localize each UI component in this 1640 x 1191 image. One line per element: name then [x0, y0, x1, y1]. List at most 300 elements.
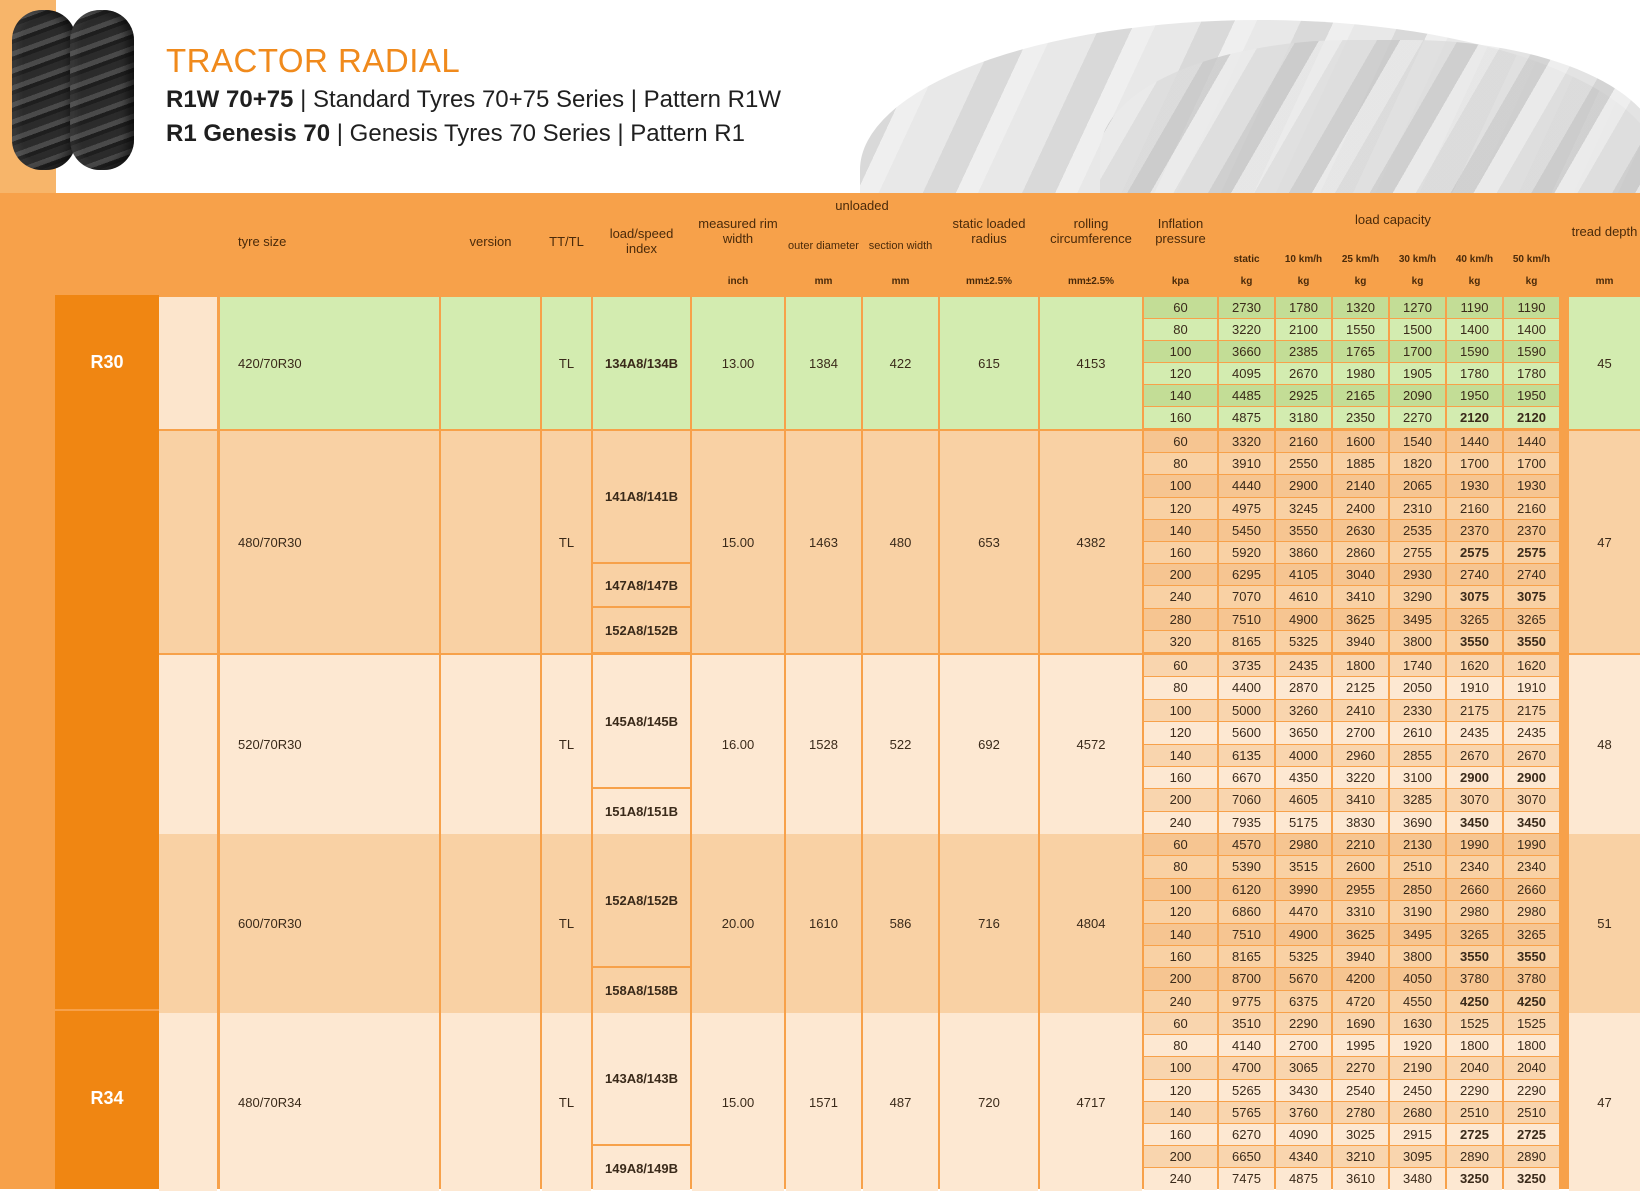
- load-capacity-cell: 2535: [1390, 520, 1445, 541]
- load-capacity-cell: 1400: [1504, 319, 1559, 340]
- tt-tl-cell: TL: [542, 1013, 591, 1191]
- series-line-r1w: [166, 86, 781, 114]
- load-capacity-cell: 2040: [1504, 1057, 1559, 1079]
- load-capacity-cell: 2270: [1390, 407, 1445, 428]
- inflation-pressure-cell: 100: [1144, 341, 1217, 362]
- load-capacity-cell: 2090: [1390, 385, 1445, 406]
- load-speed-index-cell: 152A8/152B: [593, 834, 690, 966]
- load-capacity-cell: 2725: [1447, 1124, 1502, 1145]
- load-capacity-cell: 3800: [1390, 631, 1445, 652]
- inflation-pressure-cell: 100: [1144, 475, 1217, 497]
- load-capacity-cell: 3065: [1276, 1057, 1331, 1079]
- load-capacity-cell: 3265: [1504, 609, 1559, 630]
- load-capacity-cell: 2850: [1390, 879, 1445, 900]
- load-capacity-cell: 1950: [1504, 385, 1559, 406]
- series-name: R1W 70+75: [166, 86, 294, 113]
- load-capacity-cell: 2385: [1276, 341, 1331, 362]
- tt-tl-cell: TL: [542, 431, 591, 653]
- load-capacity-cell: 6295: [1219, 564, 1274, 585]
- load-capacity-cell: 1920: [1390, 1035, 1445, 1056]
- header-tyre-size: tyre size: [220, 193, 439, 291]
- load-capacity-cell: 5000: [1219, 700, 1274, 721]
- load-capacity-cell: 2630: [1333, 520, 1388, 541]
- section-width-cell: 480: [863, 431, 938, 653]
- load-capacity-cell: 4570: [1219, 834, 1274, 855]
- load-capacity-cell: 3265: [1504, 924, 1559, 945]
- load-capacity-cell: 2510: [1504, 1102, 1559, 1123]
- section-width-cell: 522: [863, 655, 938, 834]
- load-capacity-cell: 3625: [1333, 609, 1388, 630]
- rolling-circumference-cell: 4804: [1040, 834, 1142, 1013]
- tread-depth-cell: 47: [1569, 1013, 1640, 1191]
- load-capacity-cell: 3550: [1447, 946, 1502, 967]
- load-capacity-cell: 4605: [1276, 789, 1331, 811]
- load-capacity-cell: 1700: [1390, 341, 1445, 362]
- load-capacity-cell: 9775: [1219, 991, 1274, 1012]
- load-capacity-cell: 2725: [1504, 1124, 1559, 1145]
- load-capacity-cell: 2065: [1390, 475, 1445, 497]
- load-capacity-cell: 2120: [1447, 407, 1502, 428]
- load-capacity-cell: 6135: [1219, 745, 1274, 766]
- load-capacity-cell: 5325: [1276, 946, 1331, 967]
- load-capacity-cell: 2050: [1390, 677, 1445, 699]
- load-capacity-cell: 4470: [1276, 901, 1331, 923]
- load-speed-index-cell: 147A8/147B: [593, 564, 690, 606]
- load-capacity-cell: 1550: [1333, 319, 1388, 340]
- load-capacity-cell: 7935: [1219, 812, 1274, 833]
- load-capacity-cell: 1780: [1504, 363, 1559, 384]
- tyre-row: [0, 655, 1640, 834]
- load-capacity-cell: 1690: [1333, 1013, 1388, 1034]
- unit-section-width: mm: [863, 273, 938, 291]
- load-capacity-cell: 4720: [1333, 991, 1388, 1012]
- load-capacity-cell: 3450: [1504, 812, 1559, 833]
- load-capacity-cell: 1525: [1504, 1013, 1559, 1034]
- outer-diameter-cell: 1384: [786, 297, 861, 429]
- load-capacity-cell: 1620: [1447, 655, 1502, 676]
- load-capacity-cell: 2350: [1333, 407, 1388, 428]
- header-rim-width: measured rim width: [692, 193, 784, 271]
- load-capacity-cell: 2140: [1333, 475, 1388, 497]
- inflation-pressure-cell: 60: [1144, 431, 1217, 452]
- load-capacity-cell: 2890: [1447, 1146, 1502, 1167]
- inflation-pressure-cell: 160: [1144, 407, 1217, 428]
- header-inflation-pressure: Inflation pressure: [1144, 193, 1217, 271]
- load-capacity-cell: 1590: [1447, 341, 1502, 362]
- load-capacity-cell: 2340: [1504, 856, 1559, 878]
- load-capacity-cell: 3245: [1276, 498, 1331, 519]
- load-capacity-cell: 2670: [1447, 745, 1502, 766]
- load-capacity-cell: 3940: [1333, 946, 1388, 967]
- unit-rim-width: inch: [692, 273, 784, 291]
- rim-width-cell: 20.00: [692, 834, 784, 1013]
- load-capacity-cell: 2270: [1333, 1057, 1388, 1079]
- load-capacity-cell: 2190: [1390, 1057, 1445, 1079]
- load-capacity-cell: 2660: [1447, 879, 1502, 900]
- load-capacity-cell: 2700: [1333, 722, 1388, 744]
- static-loaded-radius-cell: 653: [940, 431, 1038, 653]
- unit-inflation-pressure: kpa: [1144, 273, 1217, 291]
- load-capacity-cell: 1630: [1390, 1013, 1445, 1034]
- tyre-size-cell: 420/70R30: [220, 297, 439, 429]
- inflation-pressure-cell: 200: [1144, 789, 1217, 811]
- load-capacity-cell: 3410: [1333, 789, 1388, 811]
- load-capacity-cell: 4875: [1276, 1168, 1331, 1190]
- tread-depth-cell: 51: [1569, 834, 1640, 1013]
- inflation-pressure-cell: 120: [1144, 363, 1217, 384]
- load-capacity-cell: 2175: [1504, 700, 1559, 721]
- load-capacity-cell: 3450: [1447, 812, 1502, 833]
- tread-depth-cell: 45: [1569, 297, 1640, 429]
- inflation-pressure-cell: 80: [1144, 453, 1217, 474]
- inflation-pressure-cell: 200: [1144, 1146, 1217, 1167]
- rim-width-cell: 13.00: [692, 297, 784, 429]
- rim-label: R30: [90, 352, 124, 372]
- load-capacity-cell: 2740: [1447, 564, 1502, 585]
- load-capacity-cell: 2980: [1504, 901, 1559, 923]
- header-outer-diameter: outer diameter: [786, 222, 861, 271]
- inflation-pressure-cell: 140: [1144, 745, 1217, 766]
- load-capacity-cell: 1440: [1447, 431, 1502, 452]
- version-strip: [159, 834, 217, 1013]
- version-cell: [441, 1013, 540, 1191]
- load-capacity-cell: 3410: [1333, 586, 1388, 608]
- tt-tl-cell: TL: [542, 297, 591, 429]
- load-speed-index-cell: 149A8/149B: [593, 1146, 690, 1190]
- load-capacity-cell: 4875: [1219, 407, 1274, 428]
- inflation-pressure-cell: 140: [1144, 924, 1217, 945]
- load-capacity-cell: 1950: [1447, 385, 1502, 406]
- load-capacity-cell: 3830: [1333, 812, 1388, 833]
- load-capacity-cell: 8700: [1219, 968, 1274, 990]
- outer-diameter-cell: 1610: [786, 834, 861, 1013]
- load-capacity-cell: 3780: [1504, 968, 1559, 990]
- load-capacity-cell: 3190: [1390, 901, 1445, 923]
- header-speed-2: 25 km/h: [1333, 249, 1388, 271]
- load-capacity-cell: 2290: [1504, 1080, 1559, 1101]
- inflation-pressure-cell: 200: [1144, 564, 1217, 585]
- load-capacity-cell: 5175: [1276, 812, 1331, 833]
- load-capacity-cell: 4900: [1276, 609, 1331, 630]
- load-capacity-cell: 2890: [1504, 1146, 1559, 1167]
- tyre-row: [0, 297, 1640, 429]
- outer-diameter-cell: 1571: [786, 1013, 861, 1191]
- outer-diameter-cell: 1463: [786, 431, 861, 653]
- inflation-pressure-cell: 100: [1144, 1057, 1217, 1079]
- load-capacity-cell: 2540: [1333, 1080, 1388, 1101]
- unit-load: kg: [1504, 273, 1559, 291]
- load-capacity-cell: 2740: [1504, 564, 1559, 585]
- version-strip: [159, 431, 217, 653]
- load-capacity-cell: 4550: [1390, 991, 1445, 1012]
- load-capacity-cell: 1270: [1390, 297, 1445, 318]
- load-capacity-cell: 3480: [1390, 1168, 1445, 1190]
- load-capacity-cell: 2900: [1276, 475, 1331, 497]
- load-capacity-cell: 2925: [1276, 385, 1331, 406]
- tyre-size-cell: 480/70R30: [220, 431, 439, 653]
- load-capacity-cell: 2860: [1333, 542, 1388, 563]
- header-speed-4: 40 km/h: [1447, 249, 1502, 271]
- load-capacity-cell: 2040: [1447, 1057, 1502, 1079]
- load-capacity-cell: 2100: [1276, 319, 1331, 340]
- rolling-circumference-cell: 4382: [1040, 431, 1142, 653]
- load-capacity-cell: 1905: [1390, 363, 1445, 384]
- load-capacity-cell: 6860: [1219, 901, 1274, 923]
- load-capacity-cell: 1525: [1447, 1013, 1502, 1034]
- inflation-pressure-cell: 240: [1144, 812, 1217, 833]
- inflation-pressure-cell: 120: [1144, 901, 1217, 923]
- load-capacity-cell: 4340: [1276, 1146, 1331, 1167]
- load-capacity-cell: 1780: [1276, 297, 1331, 318]
- static-loaded-radius-cell: 615: [940, 297, 1038, 429]
- load-speed-index-cell: 145A8/145B: [593, 655, 690, 787]
- inflation-pressure-cell: 320: [1144, 631, 1217, 652]
- outer-diameter-cell: 1528: [786, 655, 861, 834]
- load-capacity-cell: 2370: [1504, 520, 1559, 541]
- load-capacity-cell: 5325: [1276, 631, 1331, 652]
- load-capacity-cell: 1700: [1504, 453, 1559, 474]
- load-capacity-cell: 1990: [1504, 834, 1559, 855]
- load-capacity-cell: 7510: [1219, 609, 1274, 630]
- load-speed-index-cell: 158A8/158B: [593, 968, 690, 1013]
- load-capacity-cell: 3800: [1390, 946, 1445, 967]
- load-speed-index-cell: 152A8/152B: [593, 608, 690, 652]
- load-capacity-cell: 4610: [1276, 586, 1331, 608]
- load-capacity-cell: 1930: [1504, 475, 1559, 497]
- load-capacity-cell: 2780: [1333, 1102, 1388, 1123]
- inflation-pressure-cell: 80: [1144, 677, 1217, 699]
- header-section-width: section width: [863, 222, 938, 271]
- load-capacity-cell: 2855: [1390, 745, 1445, 766]
- series-description: | Genesis Tyres 70 Series | Pattern R1: [330, 120, 745, 147]
- load-capacity-cell: 3070: [1447, 789, 1502, 811]
- load-capacity-cell: 3180: [1276, 407, 1331, 428]
- tread-depth-cell: 48: [1569, 655, 1640, 834]
- inflation-pressure-cell: 160: [1144, 1124, 1217, 1145]
- unit-load: kg: [1333, 273, 1388, 291]
- load-capacity-cell: 5920: [1219, 542, 1274, 563]
- load-capacity-cell: 2340: [1447, 856, 1502, 878]
- load-capacity-cell: 6670: [1219, 767, 1274, 788]
- load-capacity-cell: 3265: [1447, 924, 1502, 945]
- load-capacity-cell: 1930: [1447, 475, 1502, 497]
- load-speed-index-cell: 151A8/151B: [593, 789, 690, 834]
- load-capacity-cell: 2960: [1333, 745, 1388, 766]
- load-capacity-cell: 3780: [1447, 968, 1502, 990]
- version-strip: [159, 1013, 217, 1191]
- header-tt-tl: TT/TL: [542, 193, 591, 291]
- load-capacity-cell: 3625: [1333, 924, 1388, 945]
- tyre-size-cell: 600/70R30: [220, 834, 439, 1013]
- load-capacity-cell: 1980: [1333, 363, 1388, 384]
- load-capacity-cell: 2165: [1333, 385, 1388, 406]
- section-width-cell: 422: [863, 297, 938, 429]
- load-capacity-cell: 3910: [1219, 453, 1274, 474]
- load-capacity-cell: 4050: [1390, 968, 1445, 990]
- inflation-pressure-cell: 240: [1144, 1168, 1217, 1190]
- load-capacity-cell: 1740: [1390, 655, 1445, 676]
- inflation-pressure-cell: 80: [1144, 856, 1217, 878]
- tyre-size-cell: 480/70R34: [220, 1013, 439, 1191]
- load-capacity-cell: 2125: [1333, 677, 1388, 699]
- load-capacity-cell: 1800: [1504, 1035, 1559, 1056]
- header-tread-depth: tread depth: [1569, 193, 1640, 271]
- load-capacity-cell: 3260: [1276, 700, 1331, 721]
- load-capacity-cell: 3430: [1276, 1080, 1331, 1101]
- rolling-circumference-cell: 4717: [1040, 1013, 1142, 1191]
- load-capacity-cell: 3075: [1504, 586, 1559, 608]
- load-capacity-cell: 3025: [1333, 1124, 1388, 1145]
- load-capacity-cell: 2670: [1504, 745, 1559, 766]
- load-capacity-cell: 2680: [1390, 1102, 1445, 1123]
- inflation-pressure-cell: 120: [1144, 498, 1217, 519]
- load-capacity-cell: 2550: [1276, 453, 1331, 474]
- load-capacity-cell: 1190: [1447, 297, 1502, 318]
- header-speed-0: static: [1219, 249, 1274, 271]
- load-capacity-cell: 2700: [1276, 1035, 1331, 1056]
- load-capacity-cell: 4975: [1219, 498, 1274, 519]
- load-capacity-cell: 1400: [1447, 319, 1502, 340]
- version-strip: [159, 297, 217, 429]
- load-capacity-cell: 3690: [1390, 812, 1445, 833]
- load-capacity-cell: 2175: [1447, 700, 1502, 721]
- load-capacity-cell: 3100: [1390, 767, 1445, 788]
- load-capacity-cell: 5450: [1219, 520, 1274, 541]
- load-capacity-cell: 1800: [1333, 655, 1388, 676]
- rolling-circumference-cell: 4572: [1040, 655, 1142, 834]
- load-capacity-cell: 2435: [1276, 655, 1331, 676]
- load-capacity-cell: 1600: [1333, 431, 1388, 452]
- load-capacity-cell: 2915: [1390, 1124, 1445, 1145]
- load-capacity-cell: 2980: [1447, 901, 1502, 923]
- load-capacity-cell: 4095: [1219, 363, 1274, 384]
- load-capacity-cell: 2330: [1390, 700, 1445, 721]
- load-capacity-cell: 1620: [1504, 655, 1559, 676]
- load-speed-index-cell: 143A8/143B: [593, 1013, 690, 1144]
- load-capacity-cell: 3220: [1219, 319, 1274, 340]
- load-capacity-cell: 2900: [1447, 767, 1502, 788]
- load-capacity-cell: 2290: [1276, 1013, 1331, 1034]
- section-width-cell: 487: [863, 1013, 938, 1191]
- load-capacity-cell: 6375: [1276, 991, 1331, 1012]
- load-capacity-cell: 1910: [1447, 677, 1502, 699]
- load-capacity-cell: 2160: [1504, 498, 1559, 519]
- load-capacity-cell: 2510: [1447, 1102, 1502, 1123]
- load-capacity-cell: 3250: [1504, 1168, 1559, 1190]
- series-name: R1 Genesis 70: [166, 120, 331, 147]
- load-capacity-cell: 8165: [1219, 946, 1274, 967]
- inflation-pressure-cell: 80: [1144, 319, 1217, 340]
- load-capacity-cell: 2870: [1276, 677, 1331, 699]
- load-capacity-cell: 5600: [1219, 722, 1274, 744]
- load-capacity-cell: 7475: [1219, 1168, 1274, 1190]
- tyre-size-cell: 520/70R30: [220, 655, 439, 834]
- load-capacity-cell: 3210: [1333, 1146, 1388, 1167]
- load-capacity-cell: 4485: [1219, 385, 1274, 406]
- load-capacity-cell: 2310: [1390, 498, 1445, 519]
- rolling-circumference-cell: 4153: [1040, 297, 1142, 429]
- header-speed-1: 10 km/h: [1276, 249, 1331, 271]
- inflation-pressure-cell: 60: [1144, 655, 1217, 676]
- load-capacity-cell: 4105: [1276, 564, 1331, 585]
- page-header: [0, 0, 1640, 193]
- load-capacity-cell: 2370: [1447, 520, 1502, 541]
- rim-width-cell: 15.00: [692, 1013, 784, 1191]
- version-strip: [159, 655, 217, 834]
- load-capacity-cell: 1820: [1390, 453, 1445, 474]
- load-capacity-cell: 8165: [1219, 631, 1274, 652]
- load-capacity-cell: 3550: [1504, 946, 1559, 967]
- load-capacity-cell: 1765: [1333, 341, 1388, 362]
- load-capacity-cell: 3320: [1219, 431, 1274, 452]
- load-capacity-cell: 2755: [1390, 542, 1445, 563]
- load-capacity-cell: 1800: [1447, 1035, 1502, 1056]
- load-capacity-cell: 2120: [1504, 407, 1559, 428]
- inflation-pressure-cell: 60: [1144, 834, 1217, 855]
- load-capacity-cell: 6120: [1219, 879, 1274, 900]
- load-capacity-cell: 2435: [1447, 722, 1502, 744]
- load-capacity-cell: 2575: [1504, 542, 1559, 563]
- version-cell: [441, 297, 540, 429]
- load-capacity-cell: 7070: [1219, 586, 1274, 608]
- page-title: TRACTOR RADIAL: [166, 42, 461, 79]
- unit-tread-depth: mm: [1569, 273, 1640, 291]
- inflation-pressure-cell: 200: [1144, 968, 1217, 990]
- header-rolling-circumference: rolling circumference: [1040, 193, 1142, 271]
- load-capacity-cell: 3220: [1333, 767, 1388, 788]
- load-capacity-cell: 1190: [1504, 297, 1559, 318]
- load-capacity-cell: 1910: [1504, 677, 1559, 699]
- inflation-pressure-cell: 100: [1144, 700, 1217, 721]
- rim-label: R34: [90, 1088, 124, 1108]
- load-capacity-cell: 3510: [1219, 1013, 1274, 1034]
- header-speed-3: 30 km/h: [1390, 249, 1445, 271]
- load-capacity-cell: 4700: [1219, 1057, 1274, 1079]
- load-capacity-cell: 6650: [1219, 1146, 1274, 1167]
- load-capacity-cell: 1540: [1390, 431, 1445, 452]
- unit-rolling-circumference: mm±2.5%: [1040, 273, 1142, 291]
- inflation-pressure-cell: 60: [1144, 297, 1217, 318]
- load-capacity-cell: 3550: [1276, 520, 1331, 541]
- load-capacity-cell: 2730: [1219, 297, 1274, 318]
- load-capacity-cell: 3940: [1333, 631, 1388, 652]
- load-capacity-cell: 4000: [1276, 745, 1331, 766]
- load-capacity-cell: 2160: [1447, 498, 1502, 519]
- load-capacity-cell: 5265: [1219, 1080, 1274, 1101]
- series-line-genesis: [166, 120, 745, 148]
- tyre-image: [70, 10, 134, 170]
- load-capacity-cell: 5670: [1276, 968, 1331, 990]
- tyre-row: [0, 834, 1640, 1013]
- load-capacity-cell: 2600: [1333, 856, 1388, 878]
- load-capacity-cell: 2130: [1390, 834, 1445, 855]
- load-capacity-cell: 1590: [1504, 341, 1559, 362]
- load-capacity-cell: 1990: [1447, 834, 1502, 855]
- inflation-pressure-cell: 280: [1144, 609, 1217, 630]
- load-capacity-cell: 3040: [1333, 564, 1388, 585]
- load-capacity-cell: 2575: [1447, 542, 1502, 563]
- inflation-pressure-cell: 120: [1144, 722, 1217, 744]
- section-width-cell: 586: [863, 834, 938, 1013]
- load-capacity-cell: 3860: [1276, 542, 1331, 563]
- tt-tl-cell: TL: [542, 834, 591, 1013]
- rim-width-cell: 15.00: [692, 431, 784, 653]
- load-capacity-cell: 3290: [1390, 586, 1445, 608]
- static-loaded-radius-cell: 716: [940, 834, 1038, 1013]
- load-capacity-cell: 3610: [1333, 1168, 1388, 1190]
- header-unloaded: unloaded: [786, 193, 938, 220]
- tyre-image: [12, 10, 76, 170]
